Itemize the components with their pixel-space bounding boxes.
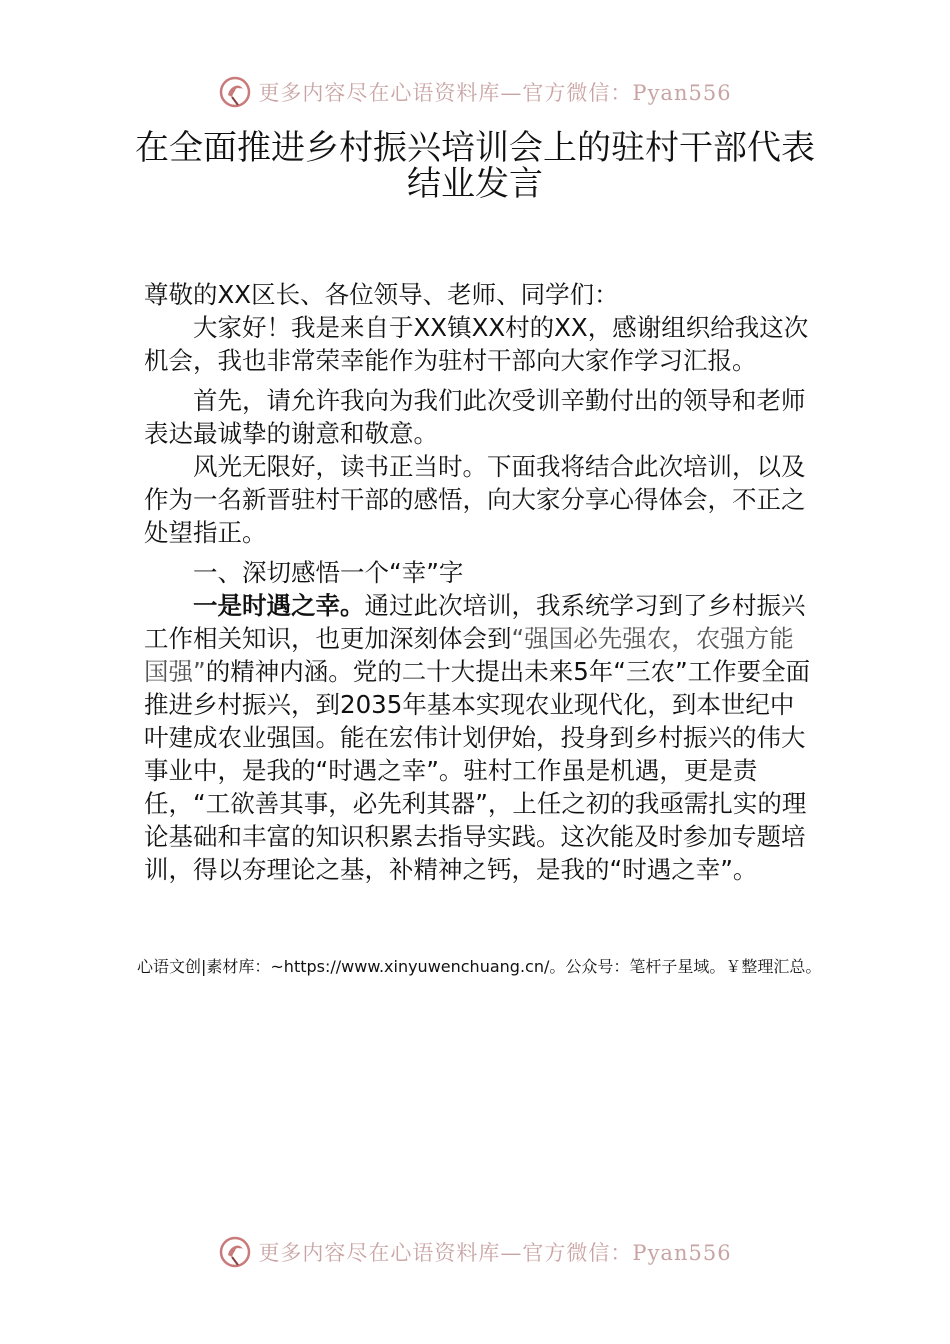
document-body bbox=[144, 278, 812, 886]
paragraph: 风光无限好，读书正当时。下面我将结合此次培训，以及作为一名新晋驻村干部的感悟，向大家分享心得体会，不正之处望指正。 bbox=[144, 452, 806, 547]
document-title: 在全面推进乡村振兴培训会上的驻村干部代表结业发言 bbox=[135, 128, 815, 204]
banner-text: 更多内容尽在心语资料库—官方微信：Pyan556 bbox=[258, 81, 732, 105]
banner-text: 更多内容尽在心语资料库—官方微信：Pyan556 bbox=[258, 1241, 732, 1265]
rose-seal-icon bbox=[218, 75, 252, 109]
point-text: 的精神内涵。党的二十大提出未来5年“三农”工作要全面推进乡村振兴，到2035年基本实现农业现代化，到本世纪中叶建成农业强国。能在宏伟计划伊始，投身到乡村振兴的伟大事业中，是我的“时遇之幸”。驻村工作虽是机遇，更是责任，“工欲善其事，必先利其器”，上任之初的我亟需扎实的理论基础和丰富的知识积累去指导实践。这次能及时参加专题培训，得以夯理论之基，补精神之钙，是我的“时遇之幸”。 bbox=[144, 657, 811, 884]
point-quote: “强国必先强农，农强方能国强” bbox=[144, 624, 794, 686]
section-heading: 一、深切感悟一个“幸”字 bbox=[193, 558, 464, 587]
footer-banner bbox=[0, 1232, 950, 1272]
greeting: 尊敬的XX区长、各位领导、老师、同学们： bbox=[144, 280, 619, 309]
paragraph: 大家好！我是来自于XX镇XX村的XX，感谢组织给我这次机会，我也非常荣幸能作为驻村干部向大家作学习汇报。 bbox=[144, 313, 809, 375]
header-banner bbox=[0, 72, 950, 112]
source-note: 心语文创|素材库：~https://www.xinyuwenchuang.cn/。公众号：笔杆子星域。￥整理汇总。 bbox=[137, 957, 822, 976]
rose-seal-icon bbox=[218, 1235, 252, 1269]
point-paragraph bbox=[144, 589, 812, 886]
paragraph: 首先，请允许我向为我们此次受训辛勤付出的领导和老师表达最诚挚的谢意和敬意。 bbox=[144, 386, 806, 448]
point-text: 通过此次培训，我系统学习到了乡村振兴工作相关知识，也更加深刻体会到 bbox=[144, 591, 806, 653]
point-lead: 一是时遇之幸。 bbox=[193, 591, 365, 620]
